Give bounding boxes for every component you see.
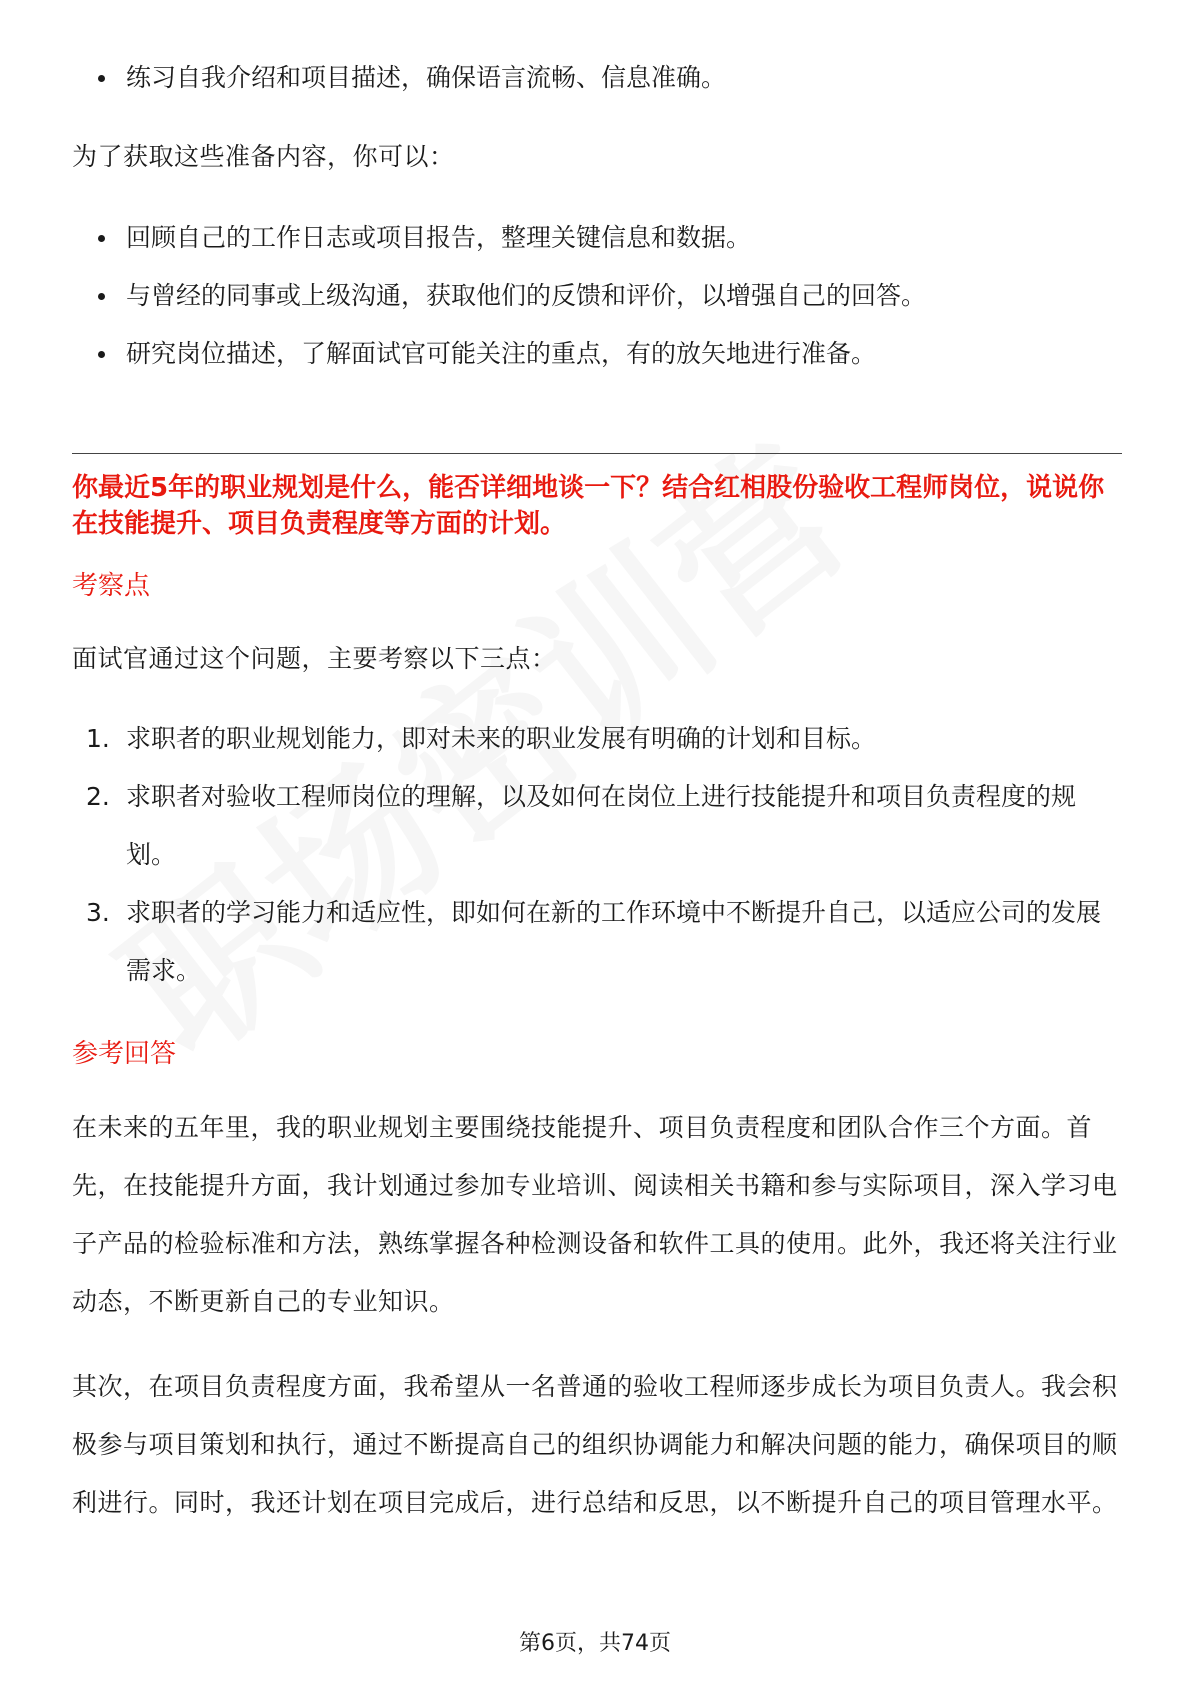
list-number: 2. [86, 782, 110, 811]
list-item-text: 求职者的职业规划能力，即对未来的职业发展有明确的计划和目标。 [126, 724, 877, 753]
list-number: 1. [86, 724, 110, 753]
list-item [72, 884, 1122, 1000]
assessment-label: 考察点 [72, 571, 151, 601]
bullet-dot-icon [98, 293, 105, 300]
list-item-text: 回顾自己的工作日志或项目报告，整理关键信息和数据。 [126, 223, 752, 252]
intro-bullet-list [72, 49, 1122, 107]
list-item [72, 49, 1122, 107]
assessment-list [72, 710, 1122, 1000]
list-item [72, 710, 1122, 768]
answer-paragraph: 在未来的五年里，我的职业规划主要围绕技能提升、项目负责程度和团队合作三个方面。首先，在技能提升方面，我计划通过参加专业培训、阅读相关书籍和参与实际项目，深入学习电子产品的检验标准和方法，熟练掌握各种检测设备和软件工具的使用。此外，我还将关注行业动态，不断更新自己的专业知识。 [72, 1113, 1118, 1316]
answer-label: 参考回答 [72, 1039, 177, 1069]
list-item-text: 练习自我介绍和项目描述，确保语言流畅、信息准确。 [126, 63, 727, 92]
prep-intro: 为了获取这些准备内容，你可以： [72, 142, 455, 171]
answer-paragraph: 其次，在项目负责程度方面，我希望从一名普通的验收工程师逐步成长为项目负责人。我会积极参与项目策划和执行，通过不断提高自己的组织协调能力和解决问题的能力，确保项目的顺利进行。同时，我还计划在项目完成后，进行总结和反思，以不断提升自己的项目管理水平。 [72, 1372, 1118, 1517]
bullet-dot-icon [98, 75, 105, 82]
interview-question: 你最近5年的职业规划是什么，能否详细地谈一下？结合红相股份验收工程师岗位，说说你在技能提升、项目负责程度等方面的计划。 [72, 473, 1105, 539]
list-item [72, 325, 1122, 383]
assessment-section [72, 566, 1122, 1000]
assessment-intro: 面试官通过这个问题，主要考察以下三点： [72, 644, 557, 673]
list-item [72, 209, 1122, 267]
list-item [72, 768, 1122, 884]
list-item-text: 求职者对验收工程师岗位的理解，以及如何在岗位上进行技能提升和项目负责程度的规划。 [126, 782, 1077, 869]
list-item-text: 求职者的学习能力和适应性，即如何在新的工作环境中不断提升自己，以适应公司的发展需求。 [126, 898, 1102, 985]
bullet-dot-icon [98, 351, 105, 358]
list-item [72, 267, 1122, 325]
bullet-dot-icon [98, 235, 105, 242]
list-item-text: 研究岗位描述，了解面试官可能关注的重点，有的放矢地进行准备。 [126, 339, 877, 368]
prep-bullet-list [72, 209, 1122, 383]
page-footer: 第6页，共74页 [519, 1631, 671, 1656]
answer-section [72, 1034, 1122, 1532]
list-number: 3. [86, 898, 110, 927]
section-divider [72, 453, 1122, 454]
list-item-text: 与曾经的同事或上级沟通，获取他们的反馈和评价，以增强自己的回答。 [126, 281, 927, 310]
